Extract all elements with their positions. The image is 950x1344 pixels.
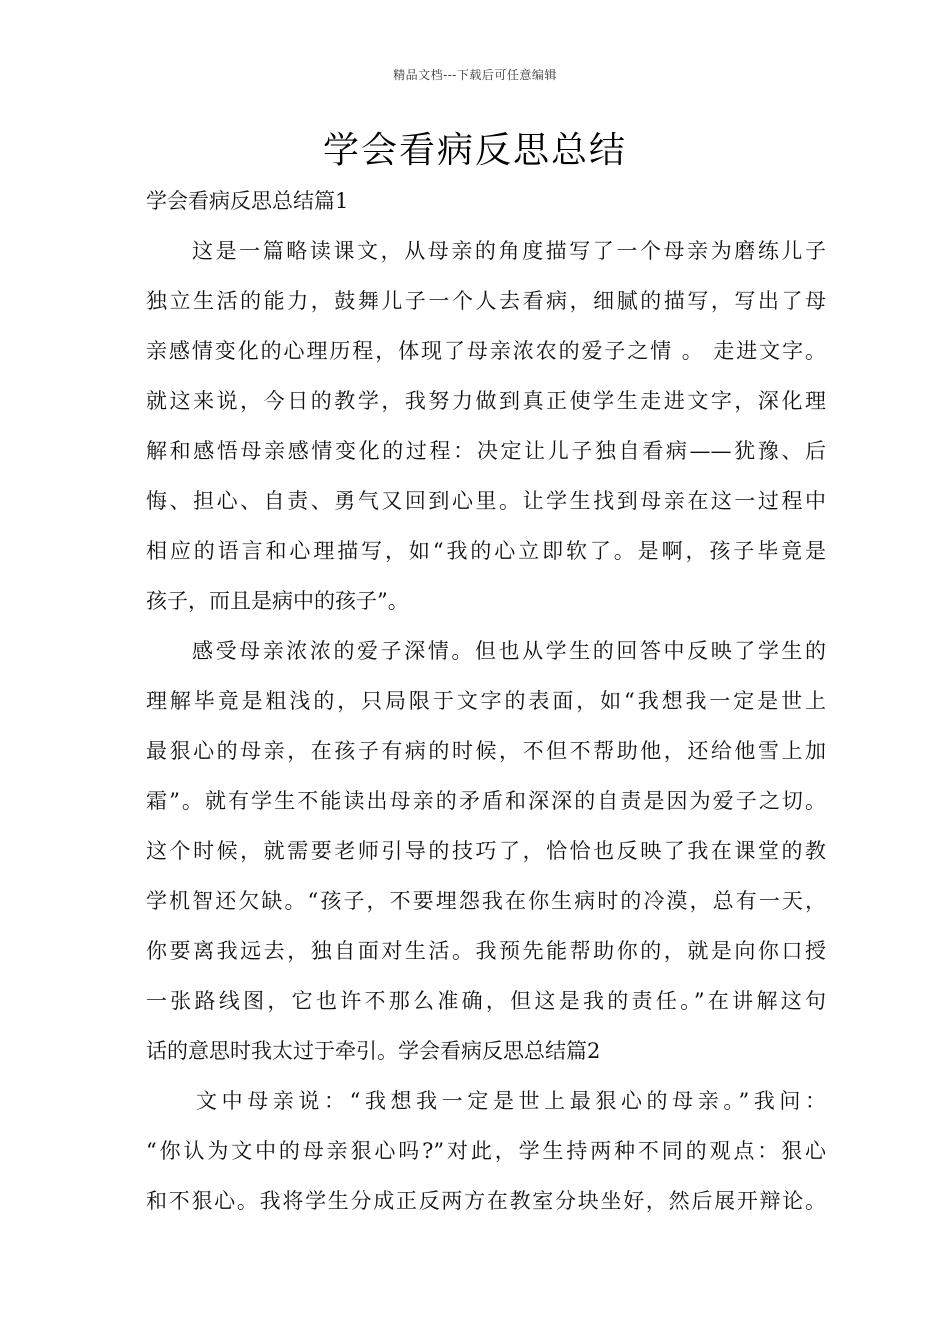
paragraph-line: 悔、担心、自责、勇气又回到心里。让学生找到母亲在这一过程中: [146, 489, 826, 513]
document-body: [146, 176, 826, 1226]
paragraph-line: 解和感悟母亲感情变化的过程：决定让儿子独自看病——犹豫、后: [146, 439, 826, 463]
paragraph-line: 你要离我远去，独自面对生活。我预先能帮助你的，就是向你口授: [146, 939, 826, 963]
section-heading: 学会看病反思总结篇1: [146, 189, 349, 213]
document-title: 学会看病反思总结: [322, 130, 627, 171]
paragraph-line: “你认为文中的母亲狠心吗?”对此，学生持两种不同的观点：狠心: [146, 1139, 826, 1163]
paragraph-line: 和不狠心。我将学生分成正反两方在教室分块坐好，然后展开辩论。: [146, 1189, 826, 1213]
paragraph-line: 这是一篇略读课文，从母亲的角度描写了一个母亲为磨练儿子: [192, 239, 826, 263]
paragraph-line: 霜”。就有学生不能读出母亲的矛盾和深深的自责是因为爱子之切。: [146, 789, 826, 813]
paragraph-line: 话的意思时我太过于牵引。学会看病反思总结篇2: [146, 1039, 601, 1063]
paragraph-line: 理解毕竟是粗浅的，只局限于文字的表面，如“我想我一定是世上: [146, 689, 826, 713]
paragraph-line: 感受母亲浓浓的爱子深情。但也从学生的回答中反映了学生的: [192, 639, 826, 663]
header-note: 精品文档---下载后可任意编辑: [393, 68, 557, 82]
paragraph-line: 一张路线图，它也许不那么准确，但这是我的责任。”在讲解这句: [146, 989, 826, 1013]
paragraph-line: 就这来说，今日的教学，我努力做到真正使学生走进文字，深化理: [146, 389, 826, 413]
paragraph-line: 孩子，而且是病中的孩子”。: [146, 589, 409, 613]
paragraph-line: 最狠心的母亲，在孩子有病的时候，不但不帮助他，还给他雪上加: [146, 739, 826, 763]
paragraph-line: 这个时候，就需要老师引导的技巧了，恰恰也反映了我在课堂的教: [146, 839, 826, 863]
paragraph-line: 独立生活的能力，鼓舞儿子一个人去看病，细腻的描写，写出了母: [146, 289, 826, 313]
paragraph-line: 学机智还欠缺。“孩子，不要埋怨我在你生病时的冷漠，总有一天，: [146, 889, 826, 913]
paragraph-line: 文中母亲说：“我想我一定是世上最狠心的母亲。”我问：: [196, 1089, 826, 1113]
paragraph-line: 亲感情变化的心理历程，体现了母亲浓农的爱子之情 。 走进文字。: [146, 339, 826, 363]
paragraph-line: 相应的语言和心理描写，如“我的心立即软了。是啊，孩子毕竟是: [146, 539, 826, 563]
